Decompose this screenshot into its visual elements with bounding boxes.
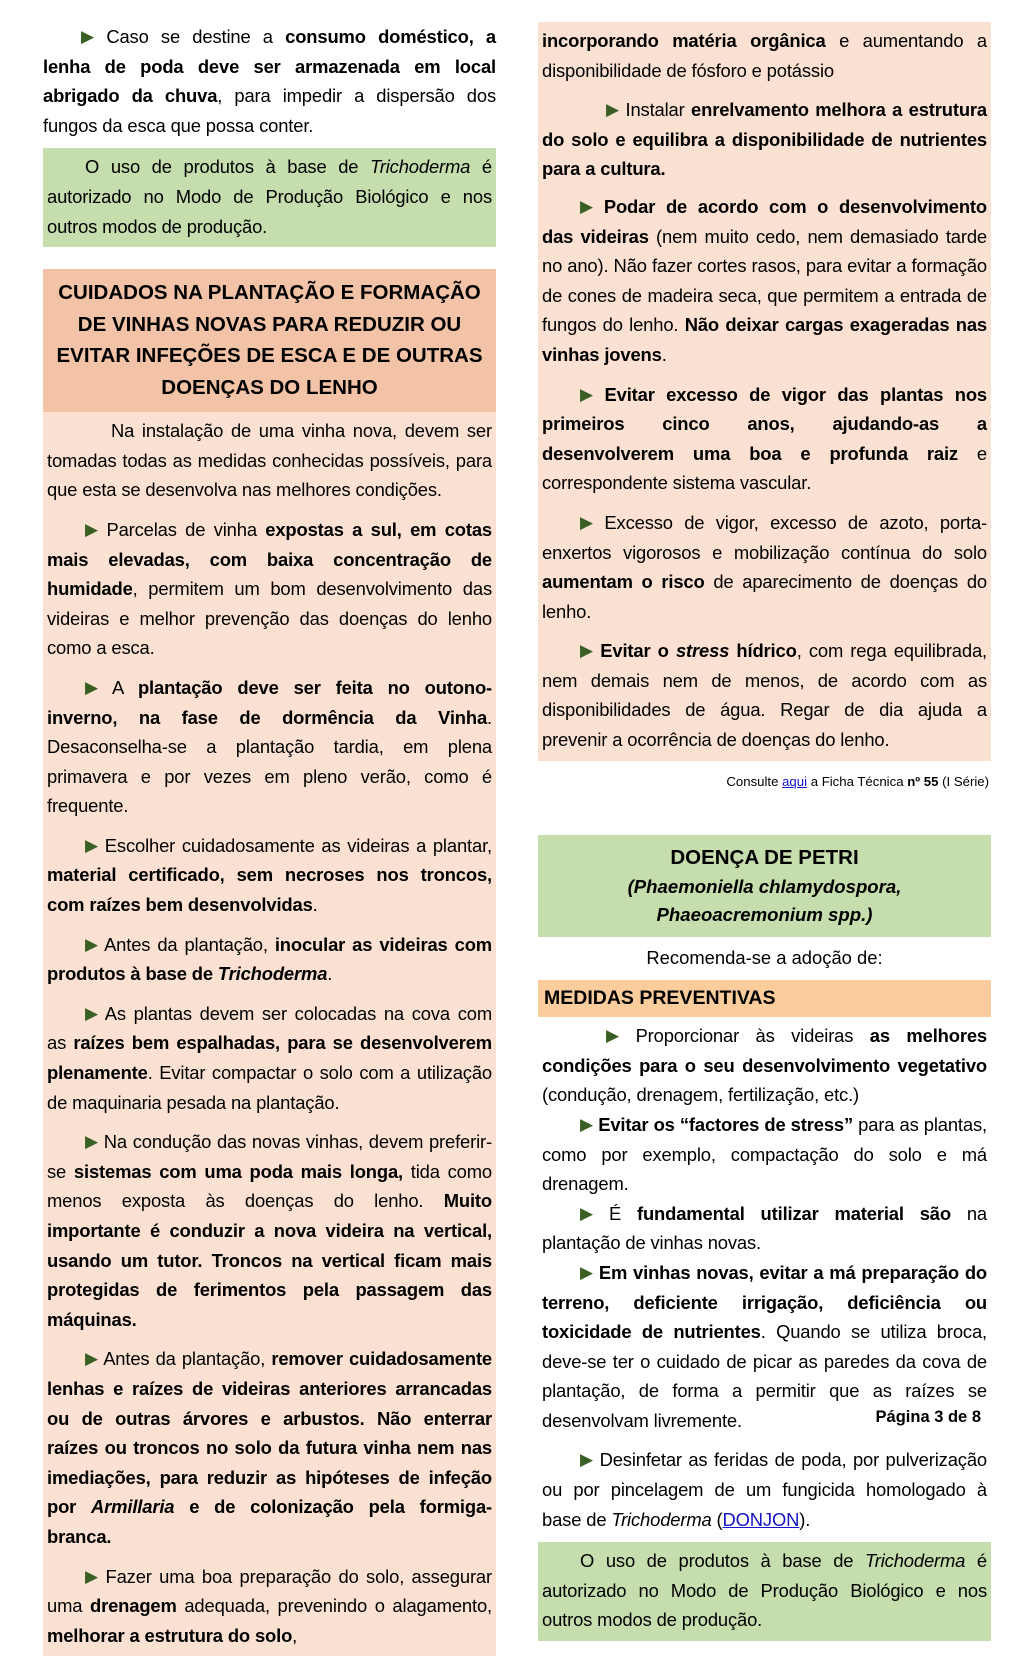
text-part: .: [327, 963, 333, 985]
text-part: ).: [799, 1508, 811, 1530]
paragraph-instalacao: [43, 416, 496, 505]
bullet-triangle-icon: ▶: [85, 1003, 99, 1023]
text-part: Desinfetar as feridas de poda, por pulverização ou por pincelagem de um fungicida homologado à base de: [542, 1449, 987, 1530]
bullet-material-sao: [538, 1199, 991, 1258]
text-part: a Ficha Técnica: [807, 773, 908, 789]
text-italic-species: Trichoderma: [865, 1550, 966, 1572]
bullet-triangle-icon: ▶: [85, 677, 99, 697]
bullet-podar: [538, 192, 991, 370]
bullet-triangle-icon: ▶: [580, 1114, 594, 1134]
text-part: O uso de produtos à base de: [580, 1550, 866, 1572]
bullet-azoto: [538, 508, 991, 626]
text-bold: Evitar o: [600, 640, 676, 662]
text-bold: enrelvamento melhora a estrutura do solo e equilibra a disponibilidade de nutrientes para a cultura.: [542, 99, 987, 180]
text-part: , permitem um bom desenvolvimento das videiras e melhor prevenção das doenças do lenho como a esca.: [47, 578, 492, 659]
link-aqui[interactable]: aqui: [782, 773, 808, 789]
right-body-peach-block: [538, 22, 991, 761]
text-bold-italic-species: Trichoderma: [217, 963, 328, 985]
text-italic-species: Trichoderma: [370, 156, 471, 178]
text-part: Fazer uma boa preparação do solo, assegurar uma: [47, 1565, 492, 1617]
bullet-triangle-icon: ▶: [85, 1349, 99, 1369]
text-part: Caso se destine a: [106, 26, 286, 47]
medidas-body-block: [538, 1017, 991, 1534]
paragraph-incorporando: [538, 26, 991, 85]
bullet-factores-stress: [538, 1110, 991, 1199]
text-part: (nem muito cedo, nem demasiado tarde no ano). Não fazer cortes rasos, para evitar a formação de cones de madeira seca, que permitem a entrada de fungos do lenho.: [542, 225, 987, 336]
text-part: Na instalação de uma vinha nova, devem ser tomadas todas as medidas conhecidas possíveis, para que esta se desenvolva nas melhores condições.: [47, 420, 492, 501]
text-bold: fundamental utilizar material são: [636, 1202, 951, 1224]
text-bold: raízes bem espalhadas, para se desenvolverem plenamente: [47, 1032, 492, 1084]
text-bold: Evitar excesso de vigor das plantas nos primeiros cinco anos, ajudando-as a desenvolverem uma boa e profunda raiz: [542, 383, 987, 464]
petri-subtitle: (Phaemoniella chlamydospora, Phaeoacremonium spp.): [627, 876, 902, 926]
text-bold: aumentam o risco: [542, 571, 705, 593]
spacer: [538, 1534, 991, 1542]
text-part: Excesso de vigor, excesso de azoto, porta-enxertos vigorosos e mobilização contínua do solo: [542, 511, 987, 563]
spacer: [538, 761, 991, 773]
bullet-triangle-icon: ▶: [85, 934, 99, 954]
bullet-triangle-icon: ▶: [85, 835, 99, 855]
text-bold-italic: stress: [675, 640, 730, 662]
bullet-triangle-icon: ▶: [85, 519, 99, 539]
text-part: (I Série): [938, 773, 989, 789]
section-heading-cuidados: CUIDADOS NA PLANTAÇÃO E FORMAÇÃO DE VINHAS NOVAS PARA REDUZIR OU EVITAR INFEÇÕES DE ESCA E DE OUTRAS DOENÇAS DO LENHO: [43, 269, 496, 412]
spacer: [43, 140, 496, 148]
reference-ficha-tecnica: [538, 773, 991, 791]
link-donjon[interactable]: DONJON: [722, 1508, 800, 1530]
bullet-triangle-icon: ▶: [81, 27, 95, 46]
spacer: [538, 85, 991, 95]
text-bold: plantação deve ser feita no outono-inverno, na fase de dormência da Vinha: [47, 676, 493, 728]
spacer: [538, 370, 991, 380]
text-bold: incorporando matéria orgânica: [542, 30, 826, 51]
text-bold: Podar de acordo com o desenvolvimento das videiras: [542, 195, 987, 247]
text-part: A: [111, 676, 138, 698]
spacer: [43, 821, 496, 831]
text-bold: e de colonização pela formiga-branca.: [47, 1496, 492, 1547]
bullet-remover-lenhas: [43, 1344, 496, 1551]
text-part: adequada, prevenindo o alagamento,: [176, 1595, 492, 1617]
right-column: [538, 22, 991, 1641]
left-body-peach-block: [43, 412, 496, 1656]
text-part: Consulte: [726, 773, 783, 789]
spacer: [43, 920, 496, 930]
spacer: [538, 791, 991, 835]
spacer: [43, 1334, 496, 1344]
text-bold: Não deixar cargas exageradas nas vinhas jovens: [542, 314, 987, 365]
text-bold: Muito importante é conduzir a nova videira na vertical, usando um tutor. Troncos na vertical ficam mais protegidas de ferimentos pela passagem das máquinas.: [47, 1190, 492, 1330]
bullet-stress-hidrico: [538, 636, 991, 754]
text-part: O uso de produtos à base de: [85, 156, 371, 178]
bullet-proporcionar: [538, 1021, 991, 1110]
bullet-triangle-icon: ▶: [606, 1026, 620, 1046]
section-heading-doenca-petri: [538, 835, 991, 938]
bullet-plantas-cova: [43, 999, 496, 1117]
text-part: Antes da plantação,: [104, 933, 275, 955]
text-bold: remover cuidadosamente lenhas e raízes de videiras anteriores arrancadas ou de outras árvores e arbustos. Não enterrar raízes ou troncos no solo da futura vinha nem nas imediações, para reduzir as hipóteses de infeção por: [47, 1348, 492, 1518]
bullet-escolher-videiras: [43, 831, 496, 920]
text-bold: as melhores condições para o seu desenvolvimento vegetativo: [542, 1025, 987, 1076]
spacer: [43, 505, 496, 515]
text-part: ,: [292, 1624, 298, 1646]
text-part: é autorizado no Modo de Produção Biológico e nos outros modos de produção.: [47, 156, 492, 237]
section-bar-medidas-preventivas: MEDIDAS PREVENTIVAS: [538, 980, 991, 1017]
text-part: tida como menos exposta às doenças do lenho.: [47, 1160, 492, 1212]
petri-title: DOENÇA DE PETRI: [670, 845, 859, 869]
text-part: (: [711, 1508, 723, 1530]
text-part: , com rega equilibrada, nem demais nem de menos, de acordo com as disponibilidades de água. Regar de dia ajuda a prevenir a ocorrência de doenças do lenho.: [542, 640, 987, 751]
paragraph-recomenda: Recomenda-se a adoção de:: [646, 947, 883, 969]
text-part: Na condução das novas vinhas, devem preferir-se: [47, 1131, 492, 1182]
note-box-trichoderma: [43, 148, 496, 247]
bullet-triangle-icon: ▶: [580, 384, 594, 404]
bullet-inocular: [43, 930, 496, 989]
spacer: [538, 626, 991, 636]
bullet-triangle-icon: ▶: [580, 1262, 594, 1282]
bullet-desinfetar: [538, 1445, 991, 1534]
bullet-triangle-icon: ▶: [580, 196, 594, 216]
text-part: (condução, drenagem, fertilização, etc.): [542, 1084, 860, 1106]
spacer: [43, 1552, 496, 1562]
text-bold: hídrico: [729, 640, 797, 662]
text-part: As plantas devem ser colocadas na cova com as: [47, 1002, 492, 1054]
text-bold: Em vinhas novas, evitar a má preparação do terreno, deficiente irrigação, deficiência ou toxicidade de nutrientes: [542, 1261, 987, 1343]
bullet-parcelas: [43, 515, 496, 663]
bullet-plantacao-outono: [43, 673, 496, 821]
spacer: [43, 247, 496, 269]
spacer: [43, 1117, 496, 1127]
text-bold: sistemas com uma poda mais longa,: [73, 1160, 403, 1182]
page-footer: Página 3 de 8: [875, 1408, 981, 1426]
text-part: e aumentando a disponibilidade de fósforo e potássio: [542, 30, 987, 81]
bullet-enrelvamento: [538, 95, 991, 184]
text-part: Escolher cuidadosamente as videiras a plantar,: [104, 834, 492, 856]
text-bold: expostas a sul, em cotas mais elevadas, com baixa concentração de humidade: [47, 518, 492, 600]
text-bold: material certificado, sem necroses nos troncos, com raízes bem desenvolvidas: [47, 864, 492, 916]
text-part: de aparecimento de doenças do lenho.: [542, 571, 987, 622]
text-part: na plantação de vinhas novas.: [542, 1202, 988, 1254]
note-box-trichoderma-bottom: [538, 1542, 991, 1641]
text-part: . Desaconselha-se a plantação tardia, em plena primavera e por vezes em pleno verão, como é frequente.: [47, 706, 492, 817]
text-bold: nº 55: [907, 773, 939, 789]
text-bold: Evitar os “factores de stress”: [598, 1113, 854, 1135]
bullet-triangle-icon: ▶: [580, 1450, 594, 1470]
bullet-excesso-vigor: [538, 380, 991, 498]
bullet-triangle-icon: ▶: [580, 1203, 594, 1223]
bullet-triangle-icon: ▶: [580, 641, 594, 661]
bullet-preparacao-solo: [43, 1562, 496, 1651]
text-bold-italic-species: Armillaria: [91, 1496, 175, 1518]
text-part: Proporcionar às videiras: [635, 1025, 870, 1047]
bullet-triangle-icon: ▶: [85, 1566, 99, 1586]
bullet-triangle-icon: ▶: [580, 512, 594, 532]
text-bold: consumo doméstico, a lenha de poda deve ser armazenada em local abrigado da chuva: [43, 26, 496, 107]
text-part: .: [312, 894, 318, 916]
left-column: [43, 22, 496, 1656]
bullet-conducao-vinhas: [43, 1127, 496, 1334]
bullet-triangle-icon: ▶: [606, 100, 620, 120]
spacer: [43, 663, 496, 673]
text-part: . Quando se utiliza broca, deve-se ter o cuidado de picar as paredes da cova de plantação, de forma a permitir que as raízes se desenvolvam livremente.: [542, 1321, 988, 1431]
spacer: [538, 498, 991, 508]
text-part: Instalar: [625, 99, 692, 121]
text-part: é autorizado no Modo de Produção Biológico e nos outros modos de produção.: [542, 1550, 987, 1631]
text-part: e correspondente sistema vascular.: [542, 442, 987, 494]
text-part: Parcelas de vinha: [106, 518, 266, 540]
text-part: . Evitar compactar o solo com a utilização de maquinaria pesada na plantação.: [47, 1062, 492, 1113]
text-part: para as plantas, como por exemplo, compactação do solo e má drenagem.: [542, 1113, 987, 1195]
spacer: [43, 989, 496, 999]
spacer: [538, 184, 991, 192]
text-part: É: [608, 1202, 637, 1224]
bullet-triangle-icon: ▶: [85, 1132, 99, 1152]
text-bold: inocular as videiras com produtos à base de: [47, 933, 492, 985]
text-part: Antes da plantação,: [103, 1348, 272, 1370]
spacer: [538, 1435, 991, 1445]
paragraph-consumo-domestico: [43, 22, 496, 140]
text-part: , para impedir a dispersão dos fungos da esca que possa conter.: [43, 85, 496, 136]
text-bold: drenagem: [89, 1595, 177, 1617]
text-italic-species: Trichoderma: [611, 1508, 712, 1530]
text-part: .: [661, 343, 667, 365]
text-bold: melhorar a estrutura do solo: [47, 1624, 293, 1646]
